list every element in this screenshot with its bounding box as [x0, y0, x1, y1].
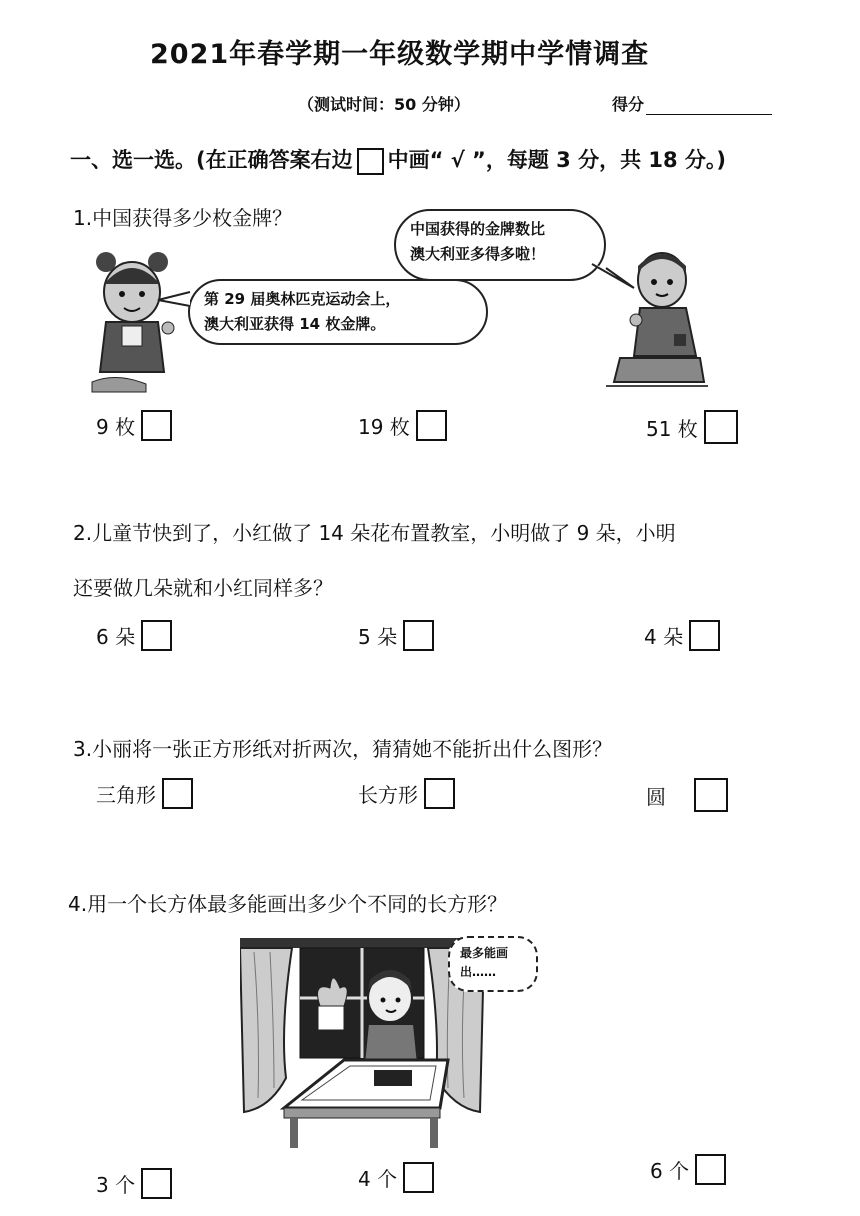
test-time-note: （测试时间：50 分钟）	[298, 95, 470, 114]
boy-bubble-line-2: 澳大利亚多得多啦！	[410, 245, 546, 263]
boy-bubble-line-1: 中国获得的金牌数比	[410, 220, 546, 238]
thought-bubble	[448, 936, 538, 992]
q3-option-3-label: 圆	[646, 784, 666, 809]
q1-option-2[interactable]	[358, 410, 447, 441]
q2-option-1-box[interactable]	[141, 620, 172, 651]
q4-option-3-box[interactable]	[695, 1154, 726, 1185]
score-field[interactable]	[612, 92, 772, 115]
thought-bubble-line-2: 出……	[460, 965, 497, 979]
q2-option-3-box[interactable]	[689, 620, 720, 651]
q4-option-2[interactable]	[358, 1162, 434, 1193]
q2-option-2-box[interactable]	[403, 620, 434, 651]
question-4-text: 4.用一个长方体最多能画出多少个不同的长方形？	[68, 892, 508, 916]
q3-option-1[interactable]	[96, 778, 193, 809]
q4-option-2-label: 4 个	[358, 1167, 398, 1191]
girl-bubble-tail	[156, 290, 192, 310]
q1-option-1-box[interactable]	[141, 410, 172, 441]
q1-option-3-label: 51 枚	[646, 416, 698, 441]
q3-option-3[interactable]	[646, 778, 728, 812]
section-1-heading-prefix: 一、选一选。(在正确答案右边	[70, 148, 353, 172]
q4-option-1[interactable]	[96, 1168, 172, 1199]
q4-option-3-label: 6 个	[650, 1159, 690, 1183]
q2-option-1-label: 6 朵	[96, 625, 136, 649]
page-title: 2021年春学期一年级数学期中学情调查	[150, 39, 650, 70]
q4-option-1-box[interactable]	[141, 1168, 172, 1199]
q2-option-1[interactable]	[96, 620, 172, 651]
question-3-text: 3.小丽将一张正方形纸对折两次，猜猜她不能折出什么图形？	[73, 737, 613, 761]
q1-option-2-box[interactable]	[416, 410, 447, 441]
girl-illustration	[86, 244, 186, 394]
q2-option-3-label: 4 朵	[644, 625, 684, 649]
boy-speech-bubble	[394, 209, 606, 281]
question-2-line-2: 还要做几朵就和小红同样多？	[73, 576, 333, 600]
q3-option-1-label: 三角形	[96, 783, 156, 807]
question-1-text: 1.中国获得多少枚金牌？	[73, 206, 293, 230]
score-blank[interactable]	[646, 96, 772, 115]
q3-option-2[interactable]	[358, 778, 455, 809]
score-label: 得分	[612, 95, 645, 114]
q4-option-1-label: 3 个	[96, 1173, 136, 1197]
q1-option-3-box[interactable]	[704, 410, 738, 444]
q2-option-2-label: 5 朵	[358, 625, 398, 649]
q1-option-3[interactable]	[646, 410, 738, 444]
boy-illustration	[600, 246, 710, 388]
q2-option-3[interactable]	[644, 620, 720, 651]
section-1-heading-suffix: 中画“ √ ”，每题 3 分，共 18 分。)	[387, 148, 727, 172]
q3-option-2-label: 长方形	[358, 783, 418, 807]
sample-answer-box	[357, 148, 384, 175]
q4-option-3[interactable]	[650, 1154, 726, 1185]
q1-option-1-label: 9 枚	[96, 415, 136, 439]
section-1-heading	[70, 144, 726, 175]
q3-option-2-box[interactable]	[424, 778, 455, 809]
q2-option-2[interactable]	[358, 620, 434, 651]
q3-option-3-box[interactable]	[694, 778, 728, 812]
girl-speech-bubble	[188, 279, 488, 345]
girl-bubble-line-2: 澳大利亚获得 14 枚金牌。	[204, 315, 386, 333]
question-2-line-1: 2.儿童节快到了，小红做了 14 朵花布置教室，小明做了 9 朵，小明	[73, 521, 676, 545]
thought-bubble-line-1: 最多能画	[460, 946, 509, 960]
q1-option-2-label: 19 枚	[358, 415, 410, 439]
q1-option-1[interactable]	[96, 410, 172, 441]
q3-option-1-box[interactable]	[162, 778, 193, 809]
girl-bubble-line-1: 第 29 届奥林匹克运动会上，	[204, 290, 401, 308]
q4-option-2-box[interactable]	[403, 1162, 434, 1193]
